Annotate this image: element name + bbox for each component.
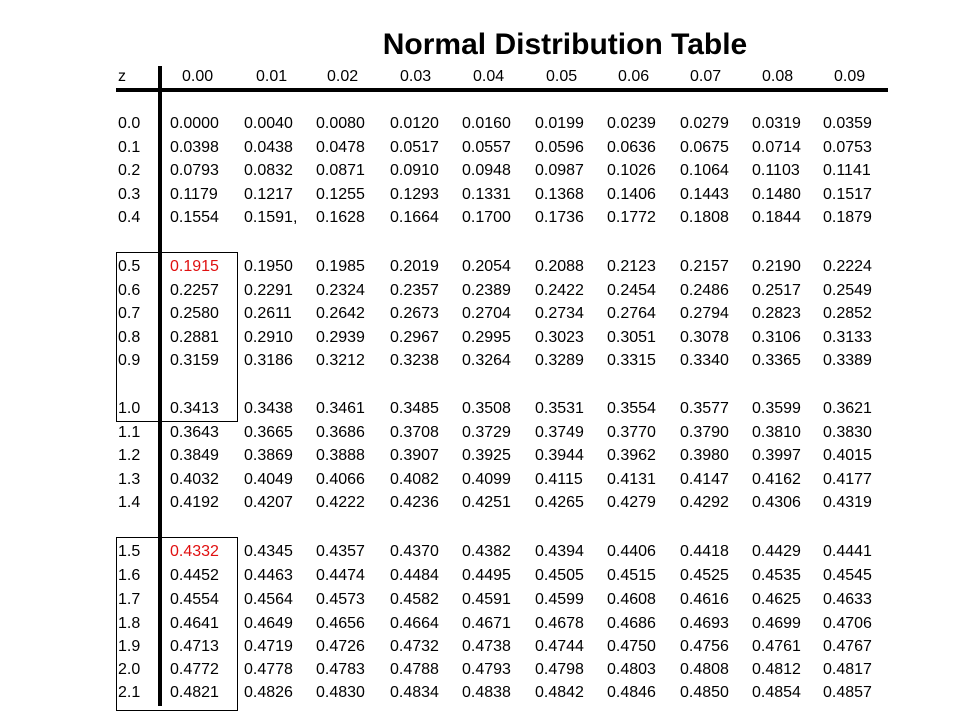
probability-cell: 0.4633	[823, 591, 872, 608]
probability-cell: 0.2734	[535, 305, 584, 322]
probability-cell: 0.1950	[244, 258, 293, 275]
probability-cell: 0.3849	[170, 447, 219, 464]
probability-cell: 0.1517	[823, 185, 872, 203]
probability-cell: 0.2549	[823, 281, 872, 299]
probability-cell: 0.0910	[390, 162, 439, 179]
probability-cell: 0.3413	[170, 400, 219, 417]
probability-cell: 0.1700	[462, 209, 511, 226]
probability-cell: 0.1179	[170, 185, 218, 203]
column-header: 0.01	[256, 68, 288, 85]
probability-cell: 0.2995	[462, 328, 511, 346]
probability-cell: 0.2088	[535, 258, 584, 275]
probability-cell: 0.3869	[244, 447, 293, 464]
table-row	[0, 303, 960, 325]
z-value: 1.9	[118, 638, 141, 655]
probability-cell: 0.4842	[535, 684, 584, 701]
probability-cell: 0.2019	[390, 258, 439, 275]
probability-cell: 0.4251	[462, 494, 511, 511]
probability-cell: 0.4452	[170, 567, 219, 584]
probability-cell: 0.3980	[680, 447, 729, 464]
probability-cell: 0.4147	[680, 470, 729, 488]
probability-cell: 0.4394	[535, 543, 584, 560]
z-value: 1.4	[118, 494, 141, 511]
table-row	[0, 659, 960, 681]
probability-cell: 0.1844	[752, 209, 801, 226]
probability-cell: 0.0398	[170, 138, 219, 156]
probability-cell: 0.4608	[607, 591, 656, 608]
probability-cell: 0.4817	[823, 661, 872, 678]
table-row	[0, 398, 960, 420]
probability-cell: 0.4099	[462, 470, 511, 488]
column-header: 0.03	[400, 68, 432, 85]
probability-cell: 0.3438	[244, 400, 293, 417]
probability-cell: 0.4783	[316, 661, 365, 678]
probability-cell: 0.4678	[535, 614, 584, 632]
probability-cell: 0.4484	[390, 567, 439, 584]
z-value: 0.5	[118, 258, 141, 275]
probability-cell: 0.4738	[462, 638, 511, 655]
probability-cell: 0.4778	[244, 661, 293, 678]
table-row	[0, 589, 960, 611]
z-value: 0.6	[118, 281, 141, 299]
z-value: 1.7	[118, 591, 141, 608]
probability-cell: 0.4463	[244, 567, 293, 584]
probability-cell: 0.2389	[462, 281, 511, 299]
probability-cell: 0.4772	[170, 661, 219, 678]
probability-cell: 0.1103	[752, 162, 800, 179]
probability-cell: 0.0279	[680, 115, 729, 132]
table-row	[0, 565, 960, 587]
highlighted-probability-cell: 0.4332	[170, 543, 219, 560]
probability-cell: 0.3078	[680, 328, 729, 346]
probability-cell: 0.2454	[607, 281, 656, 299]
table-row	[0, 327, 960, 349]
probability-cell: 0.1406	[607, 185, 656, 203]
probability-cell: 0.1628	[316, 209, 365, 226]
z-value: 0.2	[118, 162, 141, 179]
probability-cell: 0.2794	[680, 305, 729, 322]
z-value: 1.5	[118, 543, 141, 560]
probability-cell: 0.2123	[607, 258, 656, 275]
z-value: 0.4	[118, 209, 141, 226]
column-header: 0.07	[690, 68, 722, 85]
probability-cell: 0.1808	[680, 209, 729, 226]
probability-cell: 0.4505	[535, 567, 584, 584]
probability-cell: 0.0714	[752, 138, 801, 156]
probability-cell: 0.1443	[680, 185, 729, 203]
probability-cell: 0.4726	[316, 638, 365, 655]
probability-cell: 0.3810	[752, 423, 801, 441]
probability-cell: 0.1255	[316, 185, 365, 203]
column-header: 0.00	[182, 68, 214, 85]
probability-cell: 0.0000	[170, 115, 219, 132]
probability-cell: 0.4345	[244, 543, 293, 560]
probability-cell: 0.4319	[823, 494, 872, 511]
probability-cell: 0.2291	[244, 281, 293, 299]
probability-cell: 0.1293	[390, 185, 439, 203]
probability-cell: 0.0040	[244, 115, 293, 132]
probability-cell: 0.3944	[535, 447, 584, 464]
probability-cell: 0.2580	[170, 305, 219, 322]
probability-cell: 0.0557	[462, 138, 511, 156]
probability-cell: 0.2704	[462, 305, 511, 322]
probability-cell: 0.4049	[244, 470, 293, 488]
probability-cell: 0.0199	[535, 115, 584, 132]
probability-cell: 0.4767	[823, 638, 872, 655]
z-value: 1.0	[118, 400, 141, 417]
probability-cell: 0.3238	[390, 352, 439, 369]
probability-cell: 0.1554	[170, 209, 219, 226]
probability-cell: 0.4535	[752, 567, 801, 584]
probability-cell: 0.3770	[607, 423, 656, 441]
probability-cell: 0.3907	[390, 447, 439, 464]
probability-cell: 0.4564	[244, 591, 293, 608]
probability-cell: 0.0987	[535, 162, 584, 179]
probability-cell: 0.2054	[462, 258, 511, 275]
probability-cell: 0.1736	[535, 209, 584, 226]
probability-cell: 0.1026	[607, 162, 656, 179]
probability-cell: 0.1985	[316, 258, 365, 275]
column-header: 0.08	[762, 68, 794, 85]
probability-cell: 0.1331	[462, 185, 511, 203]
z-value: 2.1	[118, 684, 141, 701]
probability-cell: 0.4826	[244, 684, 293, 701]
probability-cell: 0.4429	[752, 543, 801, 560]
probability-cell: 0.4798	[535, 661, 584, 678]
probability-cell: 0.4830	[316, 684, 365, 701]
probability-cell: 0.2257	[170, 281, 219, 299]
column-header: 0.09	[834, 68, 866, 85]
probability-cell: 0.3051	[607, 328, 656, 346]
probability-cell: 0.3790	[680, 423, 729, 441]
table-row	[0, 682, 960, 704]
highlighted-probability-cell: 0.1915	[170, 258, 219, 275]
probability-cell: 0.4706	[823, 614, 872, 632]
header-divider	[116, 88, 888, 92]
probability-cell: 0.4713	[170, 638, 219, 655]
probability-cell: 0.4554	[170, 591, 219, 608]
probability-cell: 0.4686	[607, 614, 656, 632]
probability-cell: 0.4671	[462, 614, 511, 632]
probability-cell: 0.0160	[462, 115, 511, 132]
column-header: 0.05	[546, 68, 578, 85]
table-header	[116, 66, 888, 88]
probability-cell: 0.0596	[535, 138, 584, 156]
probability-cell: 0.4131	[607, 470, 656, 488]
probability-cell: 0.3365	[752, 352, 801, 369]
table-row	[0, 469, 960, 491]
table-row	[0, 184, 960, 206]
probability-cell: 0.1591,	[244, 209, 298, 226]
probability-cell: 0.0871	[316, 162, 365, 179]
probability-cell: 0.4222	[316, 494, 365, 511]
probability-cell: 0.3023	[535, 328, 584, 346]
probability-cell: 0.4616	[680, 591, 729, 608]
probability-cell: 0.3264	[462, 352, 511, 369]
probability-cell: 0.4750	[607, 638, 656, 655]
probability-cell: 0.4699	[752, 614, 801, 632]
probability-cell: 0.4292	[680, 494, 729, 511]
table-row	[0, 445, 960, 467]
probability-cell: 0.4406	[607, 543, 656, 560]
probability-cell: 0.4846	[607, 684, 656, 701]
probability-cell: 0.4664	[390, 614, 439, 632]
probability-cell: 0.4525	[680, 567, 729, 584]
probability-cell: 0.3186	[244, 352, 293, 369]
probability-cell: 0.4207	[244, 494, 293, 511]
probability-cell: 0.4732	[390, 638, 439, 655]
probability-cell: 0.3389	[823, 352, 872, 369]
probability-cell: 0.2611	[244, 305, 292, 322]
probability-cell: 0.4279	[607, 494, 656, 511]
probability-cell: 0.4066	[316, 470, 365, 488]
probability-cell: 0.4236	[390, 494, 439, 511]
probability-cell: 0.4582	[390, 591, 439, 608]
probability-cell: 0.2673	[390, 305, 439, 322]
probability-cell: 0.4744	[535, 638, 584, 655]
probability-cell: 0.4821	[170, 684, 219, 701]
probability-cell: 0.0120	[390, 115, 439, 132]
probability-cell: 0.3340	[680, 352, 729, 369]
probability-cell: 0.0478	[316, 138, 365, 156]
probability-cell: 0.4756	[680, 638, 729, 655]
z-column-header: z	[118, 68, 126, 85]
probability-cell: 0.4625	[752, 591, 801, 608]
probability-cell: 0.3621	[823, 400, 872, 417]
probability-cell: 0.0359	[823, 115, 872, 132]
probability-cell: 0.0832	[244, 162, 293, 179]
probability-cell: 0.4599	[535, 591, 584, 608]
column-header: 0.06	[618, 68, 650, 85]
table-row	[0, 636, 960, 658]
table-row	[0, 207, 960, 229]
probability-cell: 0.2764	[607, 305, 656, 322]
probability-cell: 0.4441	[823, 543, 872, 560]
probability-cell: 0.3925	[462, 447, 511, 464]
probability-cell: 0.4834	[390, 684, 439, 701]
probability-cell: 0.4788	[390, 661, 439, 678]
table-row	[0, 422, 960, 444]
probability-cell: 0.2852	[823, 305, 872, 322]
z-value: 0.3	[118, 185, 141, 203]
table-row	[0, 492, 960, 514]
probability-cell: 0.2224	[823, 258, 872, 275]
probability-cell: 0.4474	[316, 567, 365, 584]
probability-cell: 0.0438	[244, 138, 293, 156]
probability-cell: 0.2939	[316, 328, 365, 346]
column-header: 0.04	[473, 68, 505, 85]
probability-cell: 0.4693	[680, 614, 729, 632]
probability-cell: 0.2881	[170, 328, 219, 346]
probability-cell: 0.3133	[823, 328, 872, 346]
probability-cell: 0.3749	[535, 423, 584, 441]
probability-cell: 0.2357	[390, 281, 439, 299]
probability-cell: 0.4812	[752, 661, 801, 678]
probability-cell: 0.3315	[607, 352, 656, 369]
probability-cell: 0.1064	[680, 162, 729, 179]
probability-cell: 0.4265	[535, 494, 584, 511]
probability-cell: 0.4418	[680, 543, 729, 560]
probability-cell: 0.2157	[680, 258, 729, 275]
z-value: 0.1	[118, 138, 141, 156]
probability-cell: 0.3665	[244, 423, 293, 441]
probability-cell: 0.3830	[823, 423, 872, 441]
probability-cell: 0.0517	[390, 138, 439, 156]
table-row	[0, 113, 960, 135]
probability-cell: 0.3729	[462, 423, 511, 441]
probability-cell: 0.2190	[752, 258, 801, 275]
probability-cell: 0.0636	[607, 138, 656, 156]
table-row	[0, 137, 960, 159]
probability-cell: 0.4357	[316, 543, 365, 560]
probability-cell: 0.4015	[823, 447, 872, 464]
probability-cell: 0.3461	[316, 400, 365, 417]
probability-cell: 0.4515	[607, 567, 656, 584]
probability-cell: 0.3212	[316, 352, 365, 369]
probability-cell: 0.3599	[752, 400, 801, 417]
probability-cell: 0.4382	[462, 543, 511, 560]
probability-cell: 0.4761	[752, 638, 801, 655]
probability-cell: 0.4854	[752, 684, 801, 701]
z-value: 1.2	[118, 447, 141, 464]
probability-cell: 0.1772	[607, 209, 656, 226]
probability-cell: 0.1879	[823, 209, 872, 226]
probability-cell: 0.4306	[752, 494, 801, 511]
probability-cell: 0.4192	[170, 494, 219, 511]
probability-cell: 0.2642	[316, 305, 365, 322]
probability-cell: 0.4719	[244, 638, 293, 655]
probability-cell: 0.3888	[316, 447, 365, 464]
probability-cell: 0.4803	[607, 661, 656, 678]
probability-cell: 0.4370	[390, 543, 439, 560]
probability-cell: 0.4850	[680, 684, 729, 701]
probability-cell: 0.4177	[823, 470, 872, 488]
probability-cell: 0.0675	[680, 138, 729, 156]
probability-cell: 0.2422	[535, 281, 584, 299]
probability-cell: 0.3577	[680, 400, 729, 417]
probability-cell: 0.0319	[752, 115, 801, 132]
probability-cell: 0.3531	[535, 400, 584, 417]
z-value: 1.8	[118, 614, 141, 632]
table-row	[0, 160, 960, 182]
probability-cell: 0.4082	[390, 470, 439, 488]
probability-cell: 0.2517	[752, 281, 801, 299]
probability-cell: 0.3159	[170, 352, 219, 369]
z-value: 0.8	[118, 328, 141, 346]
z-value: 0.9	[118, 352, 141, 369]
probability-cell: 0.1141	[823, 162, 871, 179]
probability-cell: 0.4838	[462, 684, 511, 701]
z-value: 1.1	[118, 423, 141, 441]
probability-cell: 0.0239	[607, 115, 656, 132]
probability-cell: 0.1664	[390, 209, 439, 226]
probability-cell: 0.3708	[390, 423, 439, 441]
table-row	[0, 350, 960, 372]
probability-cell: 0.4115	[535, 470, 583, 488]
probability-cell: 0.2823	[752, 305, 801, 322]
probability-cell: 0.0793	[170, 162, 219, 179]
probability-cell: 0.4808	[680, 661, 729, 678]
probability-cell: 0.3289	[535, 352, 584, 369]
probability-cell: 0.3997	[752, 447, 801, 464]
probability-cell: 0.3508	[462, 400, 511, 417]
probability-cell: 0.1480	[752, 185, 801, 203]
probability-cell: 0.3485	[390, 400, 439, 417]
probability-cell: 0.4545	[823, 567, 872, 584]
probability-cell: 0.3962	[607, 447, 656, 464]
probability-cell: 0.0948	[462, 162, 511, 179]
z-value: 1.6	[118, 567, 141, 584]
probability-cell: 0.0080	[316, 115, 365, 132]
probability-cell: 0.3643	[170, 423, 219, 441]
probability-cell: 0.3106	[752, 328, 801, 346]
probability-cell: 0.0753	[823, 138, 872, 156]
table-row	[0, 280, 960, 302]
probability-cell: 0.4495	[462, 567, 511, 584]
probability-cell: 0.2967	[390, 328, 439, 346]
column-header: 0.02	[327, 68, 359, 85]
probability-cell: 0.2486	[680, 281, 729, 299]
probability-cell: 0.4656	[316, 614, 365, 632]
probability-cell: 0.4857	[823, 684, 872, 701]
probability-cell: 0.4793	[462, 661, 511, 678]
probability-cell: 0.4162	[752, 470, 801, 488]
z-value: 1.3	[118, 470, 141, 488]
z-value: 0.7	[118, 305, 141, 322]
probability-cell: 0.1217	[244, 185, 293, 203]
probability-cell: 0.4641	[170, 614, 219, 632]
probability-cell: 0.4032	[170, 470, 219, 488]
z-value: 0.0	[118, 115, 141, 132]
probability-cell: 0.3686	[316, 423, 365, 441]
table-row	[0, 613, 960, 635]
probability-cell: 0.4591	[462, 591, 511, 608]
probability-cell: 0.1368	[535, 185, 584, 203]
probability-cell: 0.4573	[316, 591, 365, 608]
page-title: Normal Distribution Table	[382, 28, 748, 61]
probability-cell: 0.2324	[316, 281, 365, 299]
probability-cell: 0.3554	[607, 400, 656, 417]
z-value: 2.0	[118, 661, 141, 678]
probability-cell: 0.2910	[244, 328, 293, 346]
probability-cell: 0.4649	[244, 614, 293, 632]
